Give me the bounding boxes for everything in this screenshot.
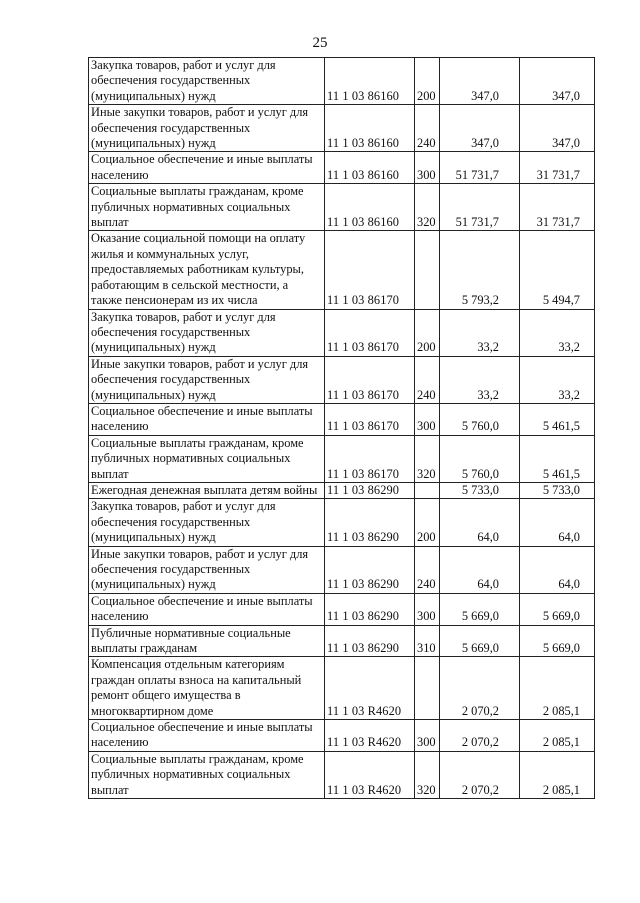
- row-expense-type-cell: 300: [415, 720, 440, 752]
- row-sum-first-cell: 2 070,2: [440, 720, 520, 752]
- row-sum-first-cell: 347,0: [440, 58, 520, 105]
- row-name-cell: Иные закупки товаров, работ и услуг для обеспечения государственных (муниципальных) нужд: [89, 546, 325, 593]
- row-name-cell: Закупка товаров, работ и услуг для обеспечения государственных (муниципальных) нужд: [89, 309, 325, 356]
- row-sum-second-cell: 31 731,7: [520, 152, 595, 184]
- row-expense-type-cell: [415, 482, 440, 498]
- row-expense-type-cell: [415, 231, 440, 309]
- row-sum-second-cell: 33,2: [520, 356, 595, 403]
- table-row: [89, 657, 595, 720]
- row-name-cell: Ежегодная денежная выплата детям войны: [89, 482, 325, 498]
- budget-table: [88, 57, 595, 799]
- row-sum-second-cell: 5 494,7: [520, 231, 595, 309]
- page-number: 25: [312, 35, 328, 51]
- table-row: [89, 152, 595, 184]
- row-name-cell: Социальные выплаты гражданам, кроме публичных нормативных социальных выплат: [89, 184, 325, 231]
- row-code-cell: 11 1 03 86170: [325, 231, 415, 309]
- table-row: [89, 184, 595, 231]
- row-sum-first-cell: 5 669,0: [440, 593, 520, 625]
- row-sum-second-cell: 2 085,1: [520, 720, 595, 752]
- row-expense-type-cell: 200: [415, 309, 440, 356]
- row-sum-second-cell: 31 731,7: [520, 184, 595, 231]
- row-code-cell: 11 1 03 86170: [325, 403, 415, 435]
- row-expense-type-cell: 240: [415, 105, 440, 152]
- row-sum-second-cell: 2 085,1: [520, 657, 595, 720]
- table-row: [89, 482, 595, 498]
- row-sum-first-cell: 51 731,7: [440, 184, 520, 231]
- table-row: [89, 58, 595, 105]
- row-name-cell: Социальное обеспечение и иные выплаты населению: [89, 593, 325, 625]
- row-name-cell: Социальные выплаты гражданам, кроме публичных нормативных социальных выплат: [89, 435, 325, 482]
- row-sum-first-cell: 5 760,0: [440, 403, 520, 435]
- row-sum-first-cell: 5 760,0: [440, 435, 520, 482]
- row-name-cell: Социальное обеспечение и иные выплаты населению: [89, 403, 325, 435]
- row-expense-type-cell: 300: [415, 593, 440, 625]
- row-sum-first-cell: 5 669,0: [440, 625, 520, 657]
- row-sum-first-cell: 2 070,2: [440, 657, 520, 720]
- table-row: [89, 403, 595, 435]
- row-expense-type-cell: 320: [415, 435, 440, 482]
- row-sum-second-cell: 5 461,5: [520, 435, 595, 482]
- table-row: [89, 720, 595, 752]
- row-sum-first-cell: 2 070,2: [440, 751, 520, 798]
- row-sum-first-cell: 33,2: [440, 356, 520, 403]
- row-expense-type-cell: 320: [415, 751, 440, 798]
- row-sum-second-cell: 5 733,0: [520, 482, 595, 498]
- row-expense-type-cell: 240: [415, 356, 440, 403]
- row-code-cell: 11 1 03 86160: [325, 152, 415, 184]
- row-expense-type-cell: 300: [415, 403, 440, 435]
- budget-table-body: [89, 58, 595, 799]
- row-expense-type-cell: [415, 657, 440, 720]
- table-row: [89, 625, 595, 657]
- row-sum-second-cell: 64,0: [520, 499, 595, 546]
- row-sum-second-cell: 33,2: [520, 309, 595, 356]
- row-sum-second-cell: 5 669,0: [520, 625, 595, 657]
- row-name-cell: Компенсация отдельным категориям граждан оплаты взноса на капитальный ремонт общего имущества в многоквартирном доме: [89, 657, 325, 720]
- row-sum-second-cell: 5 669,0: [520, 593, 595, 625]
- table-row: [89, 356, 595, 403]
- row-name-cell: Социальное обеспечение и иные выплаты населению: [89, 152, 325, 184]
- table-row: [89, 105, 595, 152]
- table-row: [89, 435, 595, 482]
- row-code-cell: 11 1 03 86290: [325, 593, 415, 625]
- row-sum-second-cell: 64,0: [520, 546, 595, 593]
- table-row: [89, 546, 595, 593]
- row-sum-second-cell: 2 085,1: [520, 751, 595, 798]
- row-expense-type-cell: 200: [415, 58, 440, 105]
- row-sum-first-cell: 5 793,2: [440, 231, 520, 309]
- row-expense-type-cell: 310: [415, 625, 440, 657]
- table-row: [89, 499, 595, 546]
- row-name-cell: Иные закупки товаров, работ и услуг для обеспечения государственных (муниципальных) нужд: [89, 356, 325, 403]
- row-code-cell: 11 1 03 86160: [325, 184, 415, 231]
- row-code-cell: 11 1 03 86290: [325, 625, 415, 657]
- row-sum-second-cell: 5 461,5: [520, 403, 595, 435]
- row-code-cell: 11 1 03 R4620: [325, 751, 415, 798]
- row-expense-type-cell: 300: [415, 152, 440, 184]
- row-code-cell: 11 1 03 86290: [325, 482, 415, 498]
- row-sum-first-cell: 64,0: [440, 546, 520, 593]
- row-code-cell: 11 1 03 86290: [325, 546, 415, 593]
- row-expense-type-cell: 320: [415, 184, 440, 231]
- row-name-cell: Социальные выплаты гражданам, кроме публичных нормативных социальных выплат: [89, 751, 325, 798]
- row-name-cell: Иные закупки товаров, работ и услуг для обеспечения государственных (муниципальных) нужд: [89, 105, 325, 152]
- row-name-cell: Социальное обеспечение и иные выплаты населению: [89, 720, 325, 752]
- row-name-cell: Закупка товаров, работ и услуг для обеспечения государственных (муниципальных) нужд: [89, 499, 325, 546]
- row-expense-type-cell: 240: [415, 546, 440, 593]
- row-name-cell: Закупка товаров, работ и услуг для обеспечения государственных (муниципальных) нужд: [89, 58, 325, 105]
- table-row: [89, 751, 595, 798]
- row-name-cell: Оказание социальной помощи на оплату жилья и коммунальных услуг, предоставляемых работникам культуры, работающим в сельской местности, а также пенсионерам из их числа: [89, 231, 325, 309]
- row-sum-second-cell: 347,0: [520, 58, 595, 105]
- table-row: [89, 231, 595, 309]
- row-sum-first-cell: 347,0: [440, 105, 520, 152]
- table-row: [89, 593, 595, 625]
- row-code-cell: 11 1 03 86170: [325, 356, 415, 403]
- row-sum-second-cell: 347,0: [520, 105, 595, 152]
- row-sum-first-cell: 64,0: [440, 499, 520, 546]
- row-name-cell: Публичные нормативные социальные выплаты гражданам: [89, 625, 325, 657]
- row-code-cell: 11 1 03 86160: [325, 105, 415, 152]
- row-code-cell: 11 1 03 86170: [325, 435, 415, 482]
- row-sum-first-cell: 51 731,7: [440, 152, 520, 184]
- row-code-cell: 11 1 03 R4620: [325, 720, 415, 752]
- row-code-cell: 11 1 03 86160: [325, 58, 415, 105]
- row-code-cell: 11 1 03 R4620: [325, 657, 415, 720]
- row-code-cell: 11 1 03 86170: [325, 309, 415, 356]
- row-sum-first-cell: 5 733,0: [440, 482, 520, 498]
- table-row: [89, 309, 595, 356]
- row-code-cell: 11 1 03 86290: [325, 499, 415, 546]
- row-expense-type-cell: 200: [415, 499, 440, 546]
- row-sum-first-cell: 33,2: [440, 309, 520, 356]
